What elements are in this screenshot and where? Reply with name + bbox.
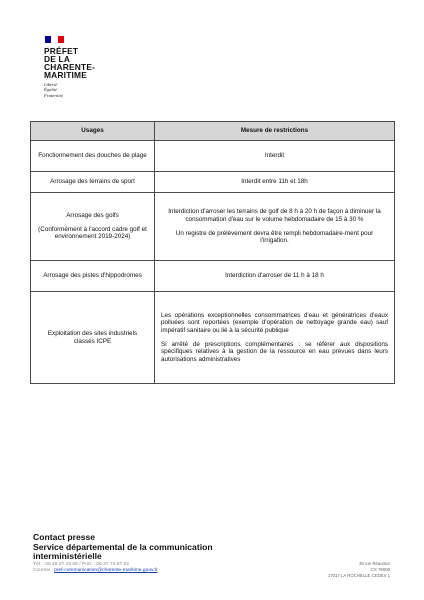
republic-motto <box>44 82 154 98</box>
measure-text: Interdiction d'arroser de 11 h à 18 h <box>225 272 324 280</box>
motto-line: Égalité <box>44 87 58 93</box>
email-label: Courriel : <box>33 568 55 574</box>
french-flag-icon <box>45 36 64 43</box>
phone-line: Tél. : 05 46 27 43 05 / Port. : 06 37 74 87 22 <box>33 561 129 567</box>
measure-cell <box>155 193 395 261</box>
column-header-usages: Usages <box>31 122 155 141</box>
measure-text: Interdiction d'arroser les terrains de golf de 8 h à 20 h de façon à diminuer la consommation d'eau sur le volume hebdomadaire de 15 à 30 % <box>168 208 381 223</box>
usage-text: Arrosage des terrains de sport <box>50 178 135 186</box>
measure-cell <box>155 141 395 172</box>
measure-text: Si arrêté de prescriptions complémentaires : se référer aux dispositions spécifiques relatives à la gestion de la ressource en eau prévues dans leurs autorisations administratives <box>161 340 388 363</box>
motto-line: Fraternité <box>44 92 63 98</box>
usage-cell <box>31 261 155 292</box>
usage-text: Arrosage des golfs <box>66 212 119 220</box>
prefecture-logo <box>44 36 154 98</box>
usage-cell <box>31 193 155 261</box>
service-title: Service départemental de la communication interministérielle <box>33 541 213 562</box>
usage-text: Exploitation des sites industriels classés ICPE <box>47 329 138 345</box>
table-row <box>31 193 395 261</box>
table-row <box>31 172 395 193</box>
address-line: CS 78000 <box>370 567 390 573</box>
measure-text: Interdit <box>264 152 285 160</box>
measure-text: Les opérations exceptionnelles consommatrices d'eau et génératrices d'eaux polluées sont reportées (exemple d'opération de nettoyage grande eau) sauf impératif sanitaire ou lié à la sécurité publique <box>161 311 388 334</box>
measure-cell <box>155 292 395 384</box>
contact-title: Contact presse <box>33 532 96 542</box>
table-row <box>31 141 395 172</box>
measure-cell <box>155 172 395 193</box>
measure-text: Interdit entre 11h et 18h <box>241 178 308 186</box>
address-line: 17017 LA ROCHELLE CEDEX 1 <box>327 573 390 579</box>
measure-cell <box>155 261 395 292</box>
press-contact <box>33 533 273 575</box>
email-line <box>33 568 273 575</box>
address-line: 38 rue Réaumur <box>358 561 390 566</box>
usage-cell <box>31 141 155 172</box>
usage-note: (Conformément à l'accord cadre golf et environnement 2019-2024) <box>38 225 147 241</box>
email-link[interactable]: pref-communication@charente-maritime.gouv.fr <box>54 568 158 574</box>
usage-cell <box>31 172 155 193</box>
restrictions-table <box>30 121 395 384</box>
postal-address <box>328 561 390 580</box>
column-header-measures: Mesure de restrictions <box>155 122 395 141</box>
flag-red-band <box>58 36 64 43</box>
motto-line: Liberté <box>44 82 58 87</box>
usage-cell <box>31 292 155 384</box>
prefecture-name: PRÉFET DE LA CHARENTE- MARITIME <box>44 46 96 80</box>
table-row <box>31 292 395 384</box>
table-header-row <box>31 122 395 141</box>
usage-text: Arrosage des pistes d'hippodromes <box>43 272 142 280</box>
measure-text: Un registre de prélèvement devra être rempli hebdomadaire-ment pour l'irrigation. <box>175 229 374 245</box>
table-row <box>31 261 395 292</box>
usage-text: Fonctionnement des douches de plage <box>38 152 147 160</box>
